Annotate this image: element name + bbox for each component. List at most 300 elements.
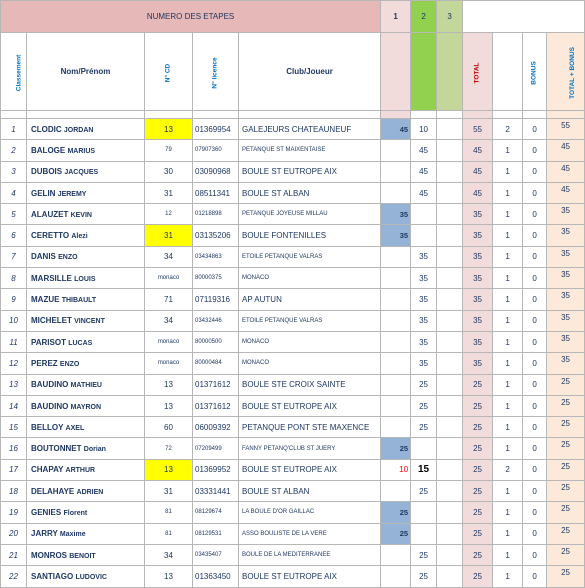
rank-cell: 1 xyxy=(1,119,27,140)
stage-2-cell: 35 xyxy=(411,268,437,289)
stage-2-cell: 25 xyxy=(411,544,437,565)
name-cell xyxy=(27,566,145,587)
rank-cell: 19 xyxy=(1,502,27,523)
name-cell xyxy=(27,140,145,161)
rank-cell: 13 xyxy=(1,374,27,395)
bonus-cell: 0 xyxy=(523,289,547,310)
name-cell xyxy=(27,438,145,459)
club-cell: MONACO xyxy=(239,268,381,289)
cd-cell: 13 xyxy=(145,119,193,140)
cd-cell: 13 xyxy=(145,566,193,587)
stage-2-cell: 45 xyxy=(411,140,437,161)
gap-cell xyxy=(239,111,381,119)
club-cell: ETOILE PETANQUE VALRAS xyxy=(239,310,381,331)
last-name: DUBOIS xyxy=(31,167,63,177)
total-cell: 35 xyxy=(463,204,493,225)
cd-cell: 34 xyxy=(145,544,193,565)
stage-1-cell xyxy=(381,161,411,182)
club-cell: MONACO xyxy=(239,353,381,374)
participations-cell: 1 xyxy=(493,225,523,246)
bonus-cell: 0 xyxy=(523,246,547,267)
participations-cell: 1 xyxy=(493,289,523,310)
stage-3-cell xyxy=(437,544,463,565)
participations-cell: 1 xyxy=(493,353,523,374)
bonus-cell: 0 xyxy=(523,119,547,140)
name-cell xyxy=(27,523,145,544)
gap-cell xyxy=(381,111,411,119)
cd-cell: 13 xyxy=(145,374,193,395)
participations-cell: 1 xyxy=(493,331,523,352)
header-total-bonus: TOTAL + BONUS xyxy=(547,33,585,111)
total-bonus-cell: 35 xyxy=(547,268,585,289)
stage-1-cell xyxy=(381,182,411,203)
gap-cell xyxy=(145,111,193,119)
total-bonus-cell: 25 xyxy=(547,459,585,480)
license-cell: 03331441 xyxy=(193,481,239,502)
table-row xyxy=(1,225,585,246)
total-bonus-cell: 25 xyxy=(547,438,585,459)
first-name: ENZO xyxy=(59,360,80,368)
gap-cell xyxy=(493,111,523,119)
table-row xyxy=(1,353,585,374)
bonus-cell: 0 xyxy=(523,502,547,523)
stage-3-cell xyxy=(437,310,463,331)
cd-cell: monaco xyxy=(145,331,193,352)
club-cell: BOULE ST EUTROPE AIX xyxy=(239,161,381,182)
rank-cell: 6 xyxy=(1,225,27,246)
stage-2-cell: 25 xyxy=(411,417,437,438)
last-name: CHAPAY xyxy=(31,465,64,475)
license-cell: 01363450 xyxy=(193,566,239,587)
stage-2-cell: 35 xyxy=(411,353,437,374)
license-cell: 08129674 xyxy=(193,502,239,523)
bonus-cell: 0 xyxy=(523,544,547,565)
name-cell xyxy=(27,417,145,438)
name-cell xyxy=(27,119,145,140)
stage-3-cell xyxy=(437,566,463,587)
last-name: JARRY xyxy=(31,529,58,539)
bonus-cell: 0 xyxy=(523,481,547,502)
gap-cell xyxy=(27,111,145,119)
license-cell: 03434863 xyxy=(193,246,239,267)
rank-cell: 22 xyxy=(1,566,27,587)
stage-2-cell xyxy=(411,502,437,523)
gap-cell xyxy=(193,111,239,119)
bonus-cell: 0 xyxy=(523,225,547,246)
table-row xyxy=(1,246,585,267)
last-name: BOUTONNET xyxy=(31,444,82,454)
first-name: MAYRON xyxy=(70,403,102,411)
total-cell: 25 xyxy=(463,523,493,544)
rank-cell: 16 xyxy=(1,438,27,459)
table-row xyxy=(1,566,585,587)
bonus-cell: 0 xyxy=(523,310,547,331)
table-row xyxy=(1,502,585,523)
stage-2-cell: 10 xyxy=(411,119,437,140)
table-row xyxy=(1,374,585,395)
stage-2-cell: 25 xyxy=(411,374,437,395)
stage-2-cell: 15 xyxy=(411,459,437,480)
total-cell: 25 xyxy=(463,566,493,587)
stage-2-cell xyxy=(411,204,437,225)
stage-1-cell xyxy=(381,268,411,289)
last-name: PEREZ xyxy=(31,358,58,368)
club-cell: BOULE ST EUTROPE AIX xyxy=(239,459,381,480)
participations-cell: 1 xyxy=(493,395,523,416)
table-row xyxy=(1,459,585,480)
table-row xyxy=(1,204,585,225)
rank-cell: 14 xyxy=(1,395,27,416)
club-cell: ETOILE PETANQUE VALRAS xyxy=(239,246,381,267)
last-name: MAZUE xyxy=(31,295,60,305)
stage-1-cell: 25 xyxy=(381,523,411,544)
total-bonus-cell: 25 xyxy=(547,523,585,544)
bonus-cell: 0 xyxy=(523,140,547,161)
rank-cell: 5 xyxy=(1,204,27,225)
total-bonus-cell: 35 xyxy=(547,246,585,267)
bonus-cell: 0 xyxy=(523,523,547,544)
total-cell: 25 xyxy=(463,481,493,502)
total-bonus-cell: 25 xyxy=(547,417,585,438)
name-cell xyxy=(27,225,145,246)
rank-cell: 18 xyxy=(1,481,27,502)
gap-cell xyxy=(411,111,437,119)
table-row xyxy=(1,481,585,502)
stage-1-cell: 35 xyxy=(381,204,411,225)
participations-cell: 2 xyxy=(493,459,523,480)
stage-1-cell: 35 xyxy=(381,225,411,246)
gap-cell xyxy=(547,111,585,119)
license-cell: 03432446 xyxy=(193,310,239,331)
bonus-cell: 0 xyxy=(523,331,547,352)
participations-cell: 2 xyxy=(493,119,523,140)
name-cell xyxy=(27,353,145,374)
cd-cell: 31 xyxy=(145,225,193,246)
cd-cell: 30 xyxy=(145,161,193,182)
name-cell xyxy=(27,544,145,565)
rank-cell: 17 xyxy=(1,459,27,480)
license-cell: 03435407 xyxy=(193,544,239,565)
total-bonus-cell: 45 xyxy=(547,161,585,182)
last-name: MARSILLE xyxy=(31,273,72,283)
stage-1-cell xyxy=(381,310,411,331)
stage-2-cell: 25 xyxy=(411,481,437,502)
first-name: MATHIEU xyxy=(70,382,102,390)
stage-2-cell xyxy=(411,438,437,459)
total-cell: 35 xyxy=(463,289,493,310)
club-cell: BOULE DE LA MEDITERRANEE xyxy=(239,544,381,565)
club-cell: MONACO xyxy=(239,331,381,352)
name-cell xyxy=(27,289,145,310)
first-name: ADRIEN xyxy=(76,488,104,496)
club-cell: BOULE STE CROIX SAINTE xyxy=(239,374,381,395)
stage-2-cell: 25 xyxy=(411,395,437,416)
bonus-cell: 0 xyxy=(523,353,547,374)
stage-3-cell xyxy=(437,417,463,438)
name-cell xyxy=(27,204,145,225)
gap-cell xyxy=(437,111,463,119)
table-row xyxy=(1,523,585,544)
rank-cell: 11 xyxy=(1,331,27,352)
rank-cell: 8 xyxy=(1,268,27,289)
total-bonus-cell: 35 xyxy=(547,331,585,352)
total-bonus-cell: 45 xyxy=(547,182,585,203)
bonus-cell: 0 xyxy=(523,438,547,459)
name-cell xyxy=(27,459,145,480)
last-name: CERETTO xyxy=(31,231,70,241)
stage-2-cell: 35 xyxy=(411,289,437,310)
stage-2-cell: 35 xyxy=(411,310,437,331)
cd-cell: 71 xyxy=(145,289,193,310)
name-cell xyxy=(27,310,145,331)
total-cell: 35 xyxy=(463,268,493,289)
last-name: MONROS xyxy=(31,550,67,560)
last-name: BAUDINO xyxy=(31,380,69,390)
stage-3-cell xyxy=(437,289,463,310)
club-cell: BOULE ST EUTROPE AIX xyxy=(239,395,381,416)
stage-3-cell xyxy=(437,353,463,374)
last-name: CLODIC xyxy=(31,124,62,134)
stage-number-1: 1 xyxy=(381,1,411,33)
table-row xyxy=(1,182,585,203)
gap-cell xyxy=(463,111,493,119)
license-cell: 07907360 xyxy=(193,140,239,161)
cd-cell: 13 xyxy=(145,395,193,416)
name-cell xyxy=(27,395,145,416)
license-cell: 80000500 xyxy=(193,331,239,352)
rank-cell: 15 xyxy=(1,417,27,438)
bonus-cell: 0 xyxy=(523,566,547,587)
header-participations xyxy=(493,33,523,111)
header-club: Club/Joueur xyxy=(239,33,381,111)
cd-cell: 79 xyxy=(145,140,193,161)
total-bonus-cell: 55 xyxy=(547,119,585,140)
cd-cell: 81 xyxy=(145,523,193,544)
stage-3-cell xyxy=(437,161,463,182)
stage-2-cell xyxy=(411,523,437,544)
stage-number-3: 3 xyxy=(437,1,463,33)
stage-3-cell xyxy=(437,502,463,523)
stage-number-2: 2 xyxy=(411,1,437,33)
first-name: Maxime xyxy=(59,531,86,539)
first-name: THIBAULT xyxy=(61,297,97,305)
name-cell xyxy=(27,246,145,267)
participations-cell: 1 xyxy=(493,481,523,502)
last-name: DELAHAYE xyxy=(31,486,75,496)
total-cell: 45 xyxy=(463,161,493,182)
club-cell: AP AUTUN xyxy=(239,289,381,310)
participations-cell: 1 xyxy=(493,246,523,267)
rank-cell: 7 xyxy=(1,246,27,267)
stage-3-cell xyxy=(437,395,463,416)
cd-cell: 60 xyxy=(145,417,193,438)
last-name: DANIS xyxy=(31,252,56,262)
header-rank: Classement xyxy=(1,33,27,111)
header-name: Nom/Prénom xyxy=(27,33,145,111)
stage-1-cell xyxy=(381,140,411,161)
stage-2-cell: 35 xyxy=(411,331,437,352)
last-name: BALOGE xyxy=(31,145,66,155)
stage-3-cell xyxy=(437,268,463,289)
participations-cell: 1 xyxy=(493,374,523,395)
stage-3-cell xyxy=(437,374,463,395)
participations-cell: 1 xyxy=(493,502,523,523)
stage-1-cell: 45 xyxy=(381,119,411,140)
last-name: GELIN xyxy=(31,188,56,198)
last-name: ALAUZET xyxy=(31,209,69,219)
rank-cell: 2 xyxy=(1,140,27,161)
total-cell: 55 xyxy=(463,119,493,140)
cd-cell: monaco xyxy=(145,268,193,289)
first-name: KEVIN xyxy=(70,211,92,219)
first-name: BENOIT xyxy=(69,552,96,560)
stage-1-cell xyxy=(381,289,411,310)
first-name: MARIUS xyxy=(67,147,96,155)
first-name: LUDOVIC xyxy=(75,573,107,581)
participations-cell: 1 xyxy=(493,566,523,587)
first-name: Dorian xyxy=(83,446,106,454)
participations-cell: 1 xyxy=(493,268,523,289)
rank-cell: 4 xyxy=(1,182,27,203)
header-license: N° licence xyxy=(193,33,239,111)
club-cell: BOULE FONTENILLES xyxy=(239,225,381,246)
license-cell: 80000484 xyxy=(193,353,239,374)
rank-cell: 12 xyxy=(1,353,27,374)
first-name: Florent xyxy=(63,509,88,517)
bonus-cell: 0 xyxy=(523,182,547,203)
total-bonus-cell: 25 xyxy=(547,502,585,523)
club-cell: PETANQUE ST MAIXENTAISE xyxy=(239,140,381,161)
total-bonus-cell: 25 xyxy=(547,374,585,395)
last-name: BAUDINO xyxy=(31,401,69,411)
stage-2-cell: 45 xyxy=(411,182,437,203)
table-row xyxy=(1,119,585,140)
gap-cell xyxy=(523,111,547,119)
total-bonus-cell: 35 xyxy=(547,353,585,374)
stage-3-cell xyxy=(437,438,463,459)
header-stage-2 xyxy=(411,33,437,111)
rank-cell: 10 xyxy=(1,310,27,331)
total-bonus-cell: 35 xyxy=(547,204,585,225)
total-cell: 25 xyxy=(463,544,493,565)
stage-1-cell xyxy=(381,331,411,352)
table-row xyxy=(1,268,585,289)
rank-cell: 9 xyxy=(1,289,27,310)
total-bonus-cell: 25 xyxy=(547,566,585,587)
name-cell xyxy=(27,502,145,523)
club-cell: BOULE ST ALBAN xyxy=(239,481,381,502)
bonus-cell: 0 xyxy=(523,161,547,182)
bonus-cell: 0 xyxy=(523,204,547,225)
license-cell: 07119316 xyxy=(193,289,239,310)
first-name: JACQUES xyxy=(64,169,99,177)
total-cell: 45 xyxy=(463,182,493,203)
club-cell: BOULE ST ALBAN xyxy=(239,182,381,203)
first-name: JORDAN xyxy=(63,126,94,134)
club-cell: PETANQUE JOYEUSE MILLAU xyxy=(239,204,381,225)
license-cell: 07209499 xyxy=(193,438,239,459)
stage-1-cell xyxy=(381,417,411,438)
name-cell xyxy=(27,268,145,289)
stage-1-cell: 25 xyxy=(381,438,411,459)
stage-3-cell xyxy=(437,523,463,544)
participations-cell: 1 xyxy=(493,310,523,331)
total-cell: 25 xyxy=(463,438,493,459)
cd-cell: 13 xyxy=(145,459,193,480)
participations-cell: 1 xyxy=(493,140,523,161)
participations-cell: 1 xyxy=(493,417,523,438)
table-row xyxy=(1,395,585,416)
total-bonus-cell: 25 xyxy=(547,544,585,565)
first-name: Alezi xyxy=(71,233,88,241)
cd-cell: 31 xyxy=(145,481,193,502)
license-cell: 03135206 xyxy=(193,225,239,246)
total-cell: 35 xyxy=(463,225,493,246)
first-name: JEREMY xyxy=(57,190,87,198)
participations-cell: 1 xyxy=(493,182,523,203)
license-cell: 01371612 xyxy=(193,395,239,416)
name-cell xyxy=(27,182,145,203)
total-bonus-cell: 35 xyxy=(547,310,585,331)
stage-3-cell xyxy=(437,481,463,502)
header-stage-3 xyxy=(437,33,463,111)
participations-cell: 1 xyxy=(493,438,523,459)
club-cell: FANNY PETANQ'CLUB ST JUERY xyxy=(239,438,381,459)
total-cell: 35 xyxy=(463,353,493,374)
table-row xyxy=(1,289,585,310)
stage-3-cell xyxy=(437,246,463,267)
stage-1-cell: 25 xyxy=(381,502,411,523)
first-name: ENZO xyxy=(58,254,78,262)
license-cell: 03090968 xyxy=(193,161,239,182)
header-cd: N° CD xyxy=(145,33,193,111)
club-cell: ASSO BOULISTE DE LA VERE xyxy=(239,523,381,544)
total-bonus-cell: 45 xyxy=(547,140,585,161)
last-name: MICHELET xyxy=(31,316,72,326)
license-cell: 01218898 xyxy=(193,204,239,225)
license-cell: 01369952 xyxy=(193,459,239,480)
bonus-cell: 0 xyxy=(523,459,547,480)
stage-3-cell xyxy=(437,331,463,352)
total-bonus-cell: 35 xyxy=(547,289,585,310)
total-cell: 25 xyxy=(463,417,493,438)
club-cell: BOULE ST EUTROPE AIX xyxy=(239,566,381,587)
table-row xyxy=(1,331,585,352)
license-cell: 01369954 xyxy=(193,119,239,140)
total-bonus-cell: 25 xyxy=(547,395,585,416)
stage-1-cell xyxy=(381,544,411,565)
license-cell: 06009392 xyxy=(193,417,239,438)
stage-3-cell xyxy=(437,119,463,140)
rank-cell: 20 xyxy=(1,523,27,544)
first-name: ARTHUR xyxy=(65,467,96,475)
license-cell: 08511341 xyxy=(193,182,239,203)
stage-1-cell xyxy=(381,246,411,267)
bonus-cell: 0 xyxy=(523,374,547,395)
total-cell: 25 xyxy=(463,395,493,416)
header-stage-1 xyxy=(381,33,411,111)
total-cell: 35 xyxy=(463,246,493,267)
total-cell: 35 xyxy=(463,331,493,352)
stage-1-cell xyxy=(381,566,411,587)
stage-2-cell: 35 xyxy=(411,246,437,267)
license-cell: 08129531 xyxy=(193,523,239,544)
total-cell: 25 xyxy=(463,459,493,480)
cd-cell: 72 xyxy=(145,438,193,459)
cd-cell: monaco xyxy=(145,353,193,374)
header-bonus: BONUS xyxy=(523,33,547,111)
stage-2-cell: 45 xyxy=(411,161,437,182)
